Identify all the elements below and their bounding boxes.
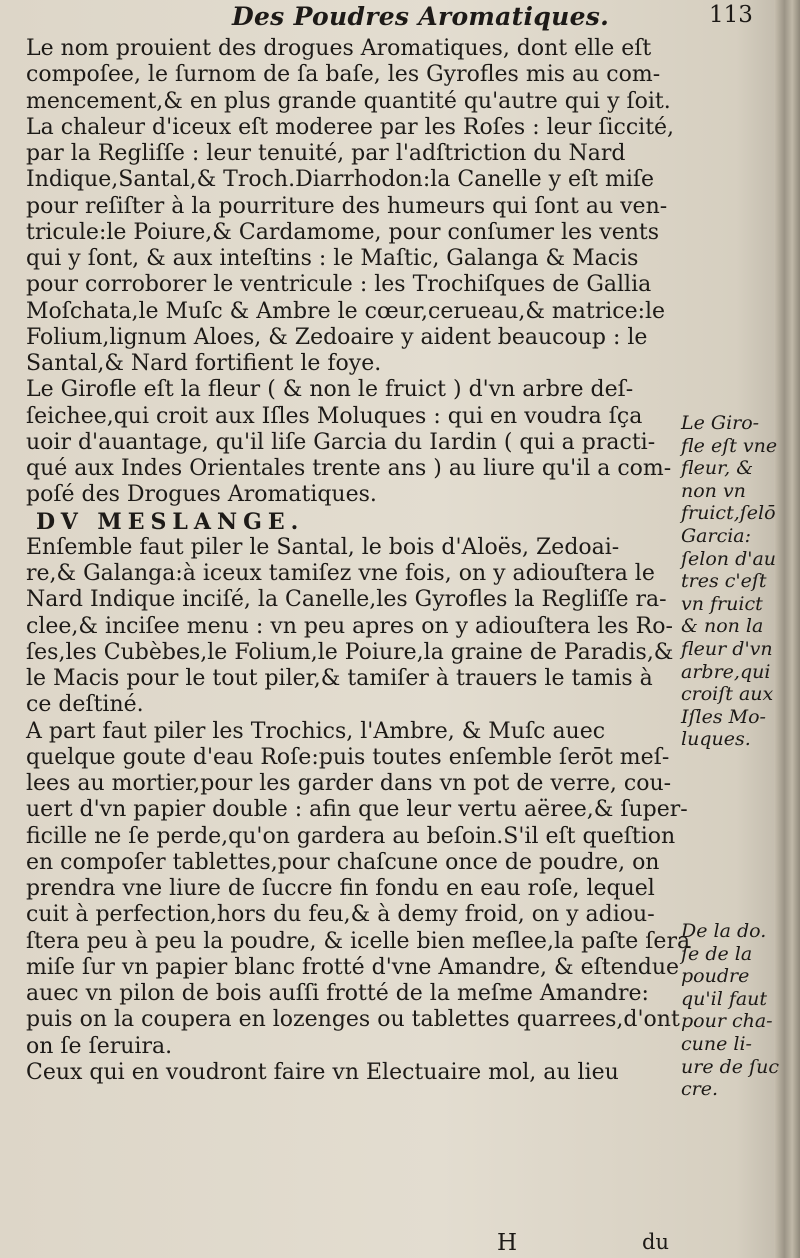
text-line: ſes,les Cubèbes,le Folium,le Poiure,la graine de Paradis,&: [26, 639, 674, 665]
text-line: Nard Indique inciſé, la Canelle,les Gyrofles la Regliſſe ra-: [26, 587, 667, 613]
text-line: auec vn pilon de bois auſſi frotté de la meſme Amandre:: [26, 981, 649, 1006]
text-line: ſtera peu à peu la poudre, & icelle bien meſlee,la paſte ſera: [26, 928, 691, 954]
text-line: ſeichee,qui croit aux Iſles Moluques : qui en voudra ſça: [26, 403, 643, 429]
text-line: uert d'vn papier double : afin que leur vertu aëree,& ſuper-: [26, 797, 688, 823]
margin-note-line: Garcia:: [681, 524, 752, 547]
text-line: prendra vne liure de ſuccre fin fondu en eau roſe, lequel: [26, 876, 655, 901]
margin-note-girofle: [681, 412, 781, 751]
margin-note-line: fruict,ſelō: [681, 502, 776, 525]
text-line: lees au mortier,pour les garder dans vn pot de verre, cou-: [26, 771, 672, 796]
text-line: poſé des Drogues Aromatiques.: [26, 482, 377, 508]
text-line: ficille ne ſe perde,qu'on gardera au beſoin.S'il eſt queſtion: [26, 823, 676, 849]
page-header: [0, 2, 800, 34]
margin-note-line: qu'il faut: [681, 987, 768, 1010]
page-footer: [0, 1230, 800, 1258]
text-line: puis on la coupera en lozenges ou tablettes quarrees,d'ont: [26, 1007, 680, 1033]
text-line: La chaleur d'iceux eſt moderee par les Roſes : leur ſiccité,: [26, 114, 675, 140]
text-line: Indique,Santal,& Troch.Diarrhodon:la Canelle y eſt miſe: [26, 167, 655, 193]
text-line: qui y ſont, & aux inteſtins : le Maſtic, Galanga & Macis: [26, 246, 639, 271]
margin-note-line: non vn: [681, 479, 746, 502]
text-line: qué aux Indes Orientales trente ans ) au liure qu'il a com-: [26, 456, 672, 481]
text-line: quelque goute d'eau Roſe:puis toutes enſemble ſerōt meſ-: [26, 744, 670, 770]
page-number: 113: [709, 2, 753, 28]
text-line: Le Girofle eſt la fleur ( & non le fruict ) d'vn arbre deſ-: [26, 377, 634, 403]
margin-note-line: fleur, &: [681, 457, 754, 480]
margin-note-line: Le Giro-: [681, 412, 760, 434]
margin-note-line: cre.: [681, 1078, 719, 1101]
text-line: re,& Galanga:à iceux tamiſez vne fois, on y adiouſtera le: [26, 561, 655, 586]
text-line: Le nom prouient des drogues Aromatiques, dont elle eſt: [26, 36, 652, 61]
margin-note-line: poudre: [681, 965, 750, 988]
text-line: pour corroborer le ventricule : les Trochiſques de Gallia: [26, 272, 652, 298]
margin-note-line: fle eſt vne: [681, 434, 778, 457]
text-line: Moſchata,le Muſc & Ambre le cœur,cerueau,& matrice:le: [26, 298, 666, 324]
text-line: miſe ſur vn papier blanc frotté d'vne Amandre, & eſtendue: [26, 954, 680, 980]
text-line: compoſee, le ſurnom de ſa baſe, les Gyrofles mis au com-: [26, 62, 661, 88]
text-line: Folium,lignum Aloes, & Zedoaire y aident beaucoup : le: [26, 324, 648, 350]
section-title: DV MESLANGE.: [36, 508, 305, 535]
margin-note-line: vn fruict: [681, 592, 763, 615]
margin-note-line: croiſt aux: [681, 683, 774, 706]
margin-note-line: ſelon d'au: [681, 547, 777, 570]
text-line: le Macis pour le tout piler,& tamiſer à trauers le tamis à: [26, 666, 653, 691]
text-line: Enſemble faut piler le Santal, le bois d'Aloës, Zedoai-: [26, 534, 620, 560]
signature-mark: H: [497, 1230, 518, 1256]
margin-note-line: tres c'eſt: [681, 570, 767, 593]
text-line: en compoſer tablettes,pour chaſcune once de poudre, on: [26, 849, 660, 875]
text-line: clee,& inciſee menu : vn peu apres on y adiouſtera les Ro-: [26, 613, 673, 639]
text-line: uoir d'auantage, qu'il liſe Garcia du Iardin ( qui a practi-: [26, 429, 656, 455]
main-text: [26, 36, 706, 1086]
text-line: on ſe ſeruira.: [26, 1033, 173, 1059]
text-line: Santal,& Nard fortifient le foye.: [26, 351, 382, 376]
margin-note-line: pour cha-: [681, 1010, 773, 1033]
margin-note-line: & non la: [681, 615, 764, 638]
text-line: mencement,& en plus grande quantité qu'autre qui y ſoit.: [26, 88, 671, 114]
text-line: cuit à perfection,hors du feu,& à demy froid, on y adiou-: [26, 902, 655, 928]
margin-note-line: luques.: [681, 728, 751, 751]
margin-note-line: cune li-: [681, 1032, 752, 1055]
text-line: A part faut piler les Trochics, l'Ambre, & Muſc auec: [26, 718, 606, 744]
margin-note-line: Iſles Mo-: [681, 705, 766, 728]
text-line: pour reſiſter à la pourriture des humeurs qui ſont au ven-: [26, 193, 668, 219]
catchword: du: [642, 1230, 669, 1254]
margin-note-line: fleur d'vn: [681, 637, 773, 660]
text-line: tricule:le Poiure,& Cardamome, pour conſumer les vents: [26, 219, 660, 245]
margin-note-line: De la do.: [681, 920, 767, 942]
text-line: Ceux qui en voudront faire vn Electuaire mol, au lieu: [26, 1059, 619, 1085]
margin-note-line: ſe de la: [681, 942, 753, 965]
margin-note-poudre: [681, 920, 781, 1101]
margin-note-line: arbre,qui: [681, 660, 771, 683]
text-line: par la Regliſſe : leur tenuité, par l'adſtriction du Nard: [26, 141, 626, 166]
margin-note-line: ure de ſuc: [681, 1055, 779, 1078]
text-line: ce deſtiné.: [26, 692, 144, 718]
running-title: Des Poudres Aromatiques.: [232, 2, 610, 31]
